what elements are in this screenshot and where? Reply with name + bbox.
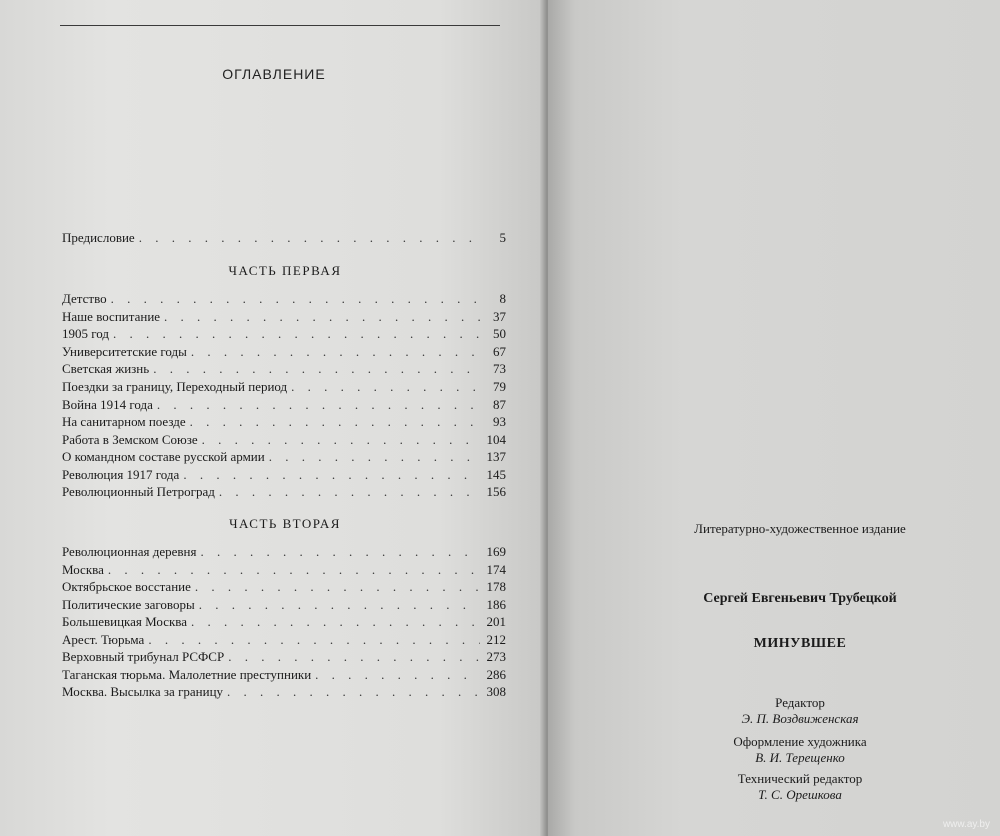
toc-entry: [62, 683, 506, 701]
toc-entry: [62, 613, 506, 631]
toc-entry-title: Революция 1917 года: [62, 467, 180, 482]
toc-entry: [62, 325, 506, 343]
toc-entry: [62, 413, 506, 431]
toc-entry-page: 156: [486, 484, 506, 499]
toc-entry-title: Политические заговоры: [62, 597, 195, 612]
dot-leader: [111, 290, 480, 308]
toc-entry: [62, 578, 506, 596]
toc-entry: [62, 596, 506, 614]
toc-entry-title: Таганская тюрьма. Малолетние преступники: [62, 667, 312, 682]
toc-entry-page: 169: [486, 544, 506, 559]
toc-entry: [62, 448, 506, 466]
dot-leader: [139, 229, 480, 247]
dot-leader: [190, 413, 480, 431]
toc-entry: [62, 666, 506, 684]
toc-entry-title: Детство: [62, 291, 107, 306]
toc-entry: [62, 431, 506, 449]
toc-entry-page: 273: [486, 649, 506, 664]
toc-entry: [62, 648, 506, 666]
toc-entry-page: 186: [486, 597, 506, 612]
dot-leader: [108, 561, 480, 579]
dot-leader: [228, 648, 480, 666]
credit-name: В. И. Терещенко: [755, 750, 845, 765]
credit-role: Редактор: [775, 695, 825, 710]
toc-entry-page: 87: [493, 397, 506, 412]
toc-entry-title: Москва. Высылка за границу: [62, 684, 224, 699]
dot-leader: [183, 466, 480, 484]
part-one-heading: ЧАСТЬ ПЕРВАЯ: [228, 263, 342, 278]
toc-entry-title: Светская жизнь: [62, 361, 150, 376]
toc-entry-title: 1905 год: [62, 326, 109, 341]
toc-entry-page: 104: [486, 432, 506, 447]
dot-leader: [202, 431, 480, 449]
toc-entry-title: Поездки за границу, Переходный период: [62, 379, 288, 394]
toc-entry-page: 37: [493, 309, 506, 324]
toc-entry-page: 212: [486, 632, 506, 647]
top-rule: [60, 25, 500, 26]
toc-entry-title: Университетские годы: [62, 344, 187, 359]
toc-entry-page: 93: [493, 414, 506, 429]
toc-entry-title: Октябрьское восстание: [62, 579, 191, 594]
edition-type: Литературно-художественное издание: [694, 521, 906, 536]
toc-entry: [62, 631, 506, 649]
toc-entry-page: 73: [493, 361, 506, 376]
toc-entry-title: Большевицкая Москва: [62, 614, 188, 629]
toc-entry: [62, 290, 506, 308]
dot-leader: [200, 543, 480, 561]
toc-entry-title: Революционная деревня: [62, 544, 197, 559]
watermark: www.ay.by: [942, 819, 990, 830]
toc-entry-title: Наше воспитание: [62, 309, 161, 324]
dot-leader: [291, 378, 480, 396]
toc-entry-title: Работа в Земском Союзе: [62, 432, 198, 447]
credit-name: Э. П. Воздвиженская: [741, 711, 859, 726]
toc-entry-page: 5: [499, 230, 506, 245]
dot-leader: [148, 631, 480, 649]
dot-leader: [219, 483, 480, 501]
toc-entry-page: 137: [486, 449, 506, 464]
toc-entry-page: 79: [493, 379, 506, 394]
credit-role: Оформление художника: [733, 734, 867, 749]
dot-leader: [199, 596, 480, 614]
toc-entry-page: 67: [493, 344, 506, 359]
toc-entry: [62, 396, 506, 414]
toc-entry-page: 8: [499, 291, 506, 306]
dot-leader: [269, 448, 480, 466]
toc-entry-page: 174: [486, 562, 506, 577]
toc-entry-title: Арест. Тюрьма: [62, 632, 145, 647]
toc-entry: [62, 561, 506, 579]
toc-entry: [62, 466, 506, 484]
dot-leader: [191, 613, 480, 631]
toc-entry-title: Москва: [62, 562, 104, 577]
dot-leader: [315, 666, 480, 684]
toc-entry: [62, 543, 506, 561]
toc-entry-title: На санитарном поезде: [62, 414, 186, 429]
dot-leader: [157, 396, 480, 414]
dot-leader: [191, 343, 480, 361]
credit-role: Технический редактор: [737, 771, 863, 786]
toc-entry-page: 201: [486, 614, 506, 629]
credit-name: Т. С. Орешкова: [758, 787, 842, 802]
toc-entry-title: Война 1914 года: [62, 397, 153, 412]
toc-entry: [62, 483, 506, 501]
toc-entry-preface: [62, 229, 506, 247]
book-title: МИНУВШЕЕ: [753, 636, 847, 651]
toc-entry-title: Предисловие: [62, 230, 135, 245]
toc-entry: [62, 308, 506, 326]
author-name: Сергей Евгеньевич Трубецкой: [703, 591, 897, 606]
toc-entry: [62, 378, 506, 396]
toc-entry: [62, 343, 506, 361]
dot-leader: [227, 683, 480, 701]
toc-entry-page: 145: [486, 467, 506, 482]
toc-entry-title: Верховный трибунал РСФСР: [62, 649, 225, 664]
toc-entry: [62, 360, 506, 378]
toc-entry-page: 178: [486, 579, 506, 594]
toc-entry-page: 308: [486, 684, 506, 699]
toc-entry-page: 286: [486, 667, 506, 682]
toc-entry-title: Революционный Петроград: [62, 484, 215, 499]
toc-title: ОГЛАВЛЕНИЕ: [222, 66, 326, 82]
dot-leader: [153, 360, 480, 378]
toc-entry-page: 50: [493, 326, 506, 341]
toc-entry-title: О командном составе русской армии: [62, 449, 265, 464]
dot-leader: [164, 308, 480, 326]
dot-leader: [113, 325, 480, 343]
dot-leader: [195, 578, 480, 596]
part-two-heading: ЧАСТЬ ВТОРАЯ: [229, 516, 341, 531]
